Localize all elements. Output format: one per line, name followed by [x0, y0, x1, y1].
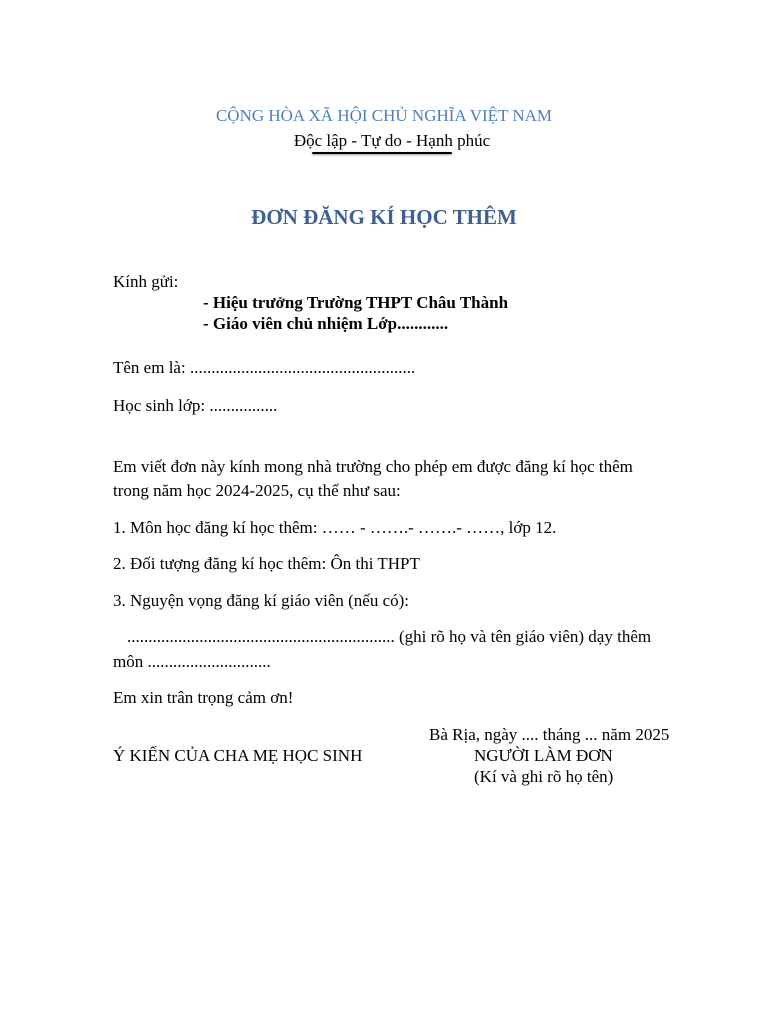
intro-line-2: trong năm học 2024-2025, cụ thể như sau:: [113, 481, 401, 500]
closing-thanks: Em xin trân trọng cảm ơn!: [113, 688, 294, 707]
recipient-label: Kính gửi:: [113, 272, 179, 291]
teacher-detail-line-2: môn .............................: [113, 652, 271, 671]
item-teacher-preference: 3. Nguyện vọng đăng kí giáo viên (nếu có):: [113, 591, 410, 610]
parent-opinion-label: Ý KIẾN CỦA CHA MẸ HỌC SINH: [113, 746, 363, 765]
teacher-detail-line-1: ............................................................... (ghi rõ họ và tên giáo viên) dạy thêm: [127, 627, 652, 646]
item-target: 2. Đối tượng đăng kí học thêm: Ôn thi THPT: [113, 554, 420, 573]
applicant-signature-note: (Kí và ghi rõ họ tên): [474, 767, 614, 786]
country-heading: CỘNG HÒA XÃ HỘI CHỦ NGHĨA VIỆT NAM: [215, 106, 553, 125]
intro-line-1: Em viết đơn này kính mong nhà trường cho phép em được đăng kí học thêm: [113, 457, 633, 476]
document-title: ĐƠN ĐĂNG KÍ HỌC THÊM: [251, 205, 517, 229]
recipient-homeroom-teacher: - Giáo viên chủ nhiệm Lớp............: [203, 314, 449, 333]
recipient-principal: - Hiệu trưởng Trường THPT Châu Thành: [203, 293, 509, 312]
student-name-field: Tên em là: .....................................................: [113, 358, 416, 377]
student-class-field: Học sinh lớp: ................: [113, 396, 278, 415]
applicant-label: NGƯỜI LÀM ĐƠN: [474, 746, 613, 765]
item-subjects: 1. Môn học đăng kí học thêm: …… - …….- …….- ……, lớp 12.: [113, 518, 557, 537]
motto: Độc lập - Tự do - Hạnh phúc: [293, 131, 491, 150]
date-line: Bà Rịa, ngày .... tháng ... năm 2025: [429, 725, 670, 744]
motto-underline: [312, 152, 452, 154]
